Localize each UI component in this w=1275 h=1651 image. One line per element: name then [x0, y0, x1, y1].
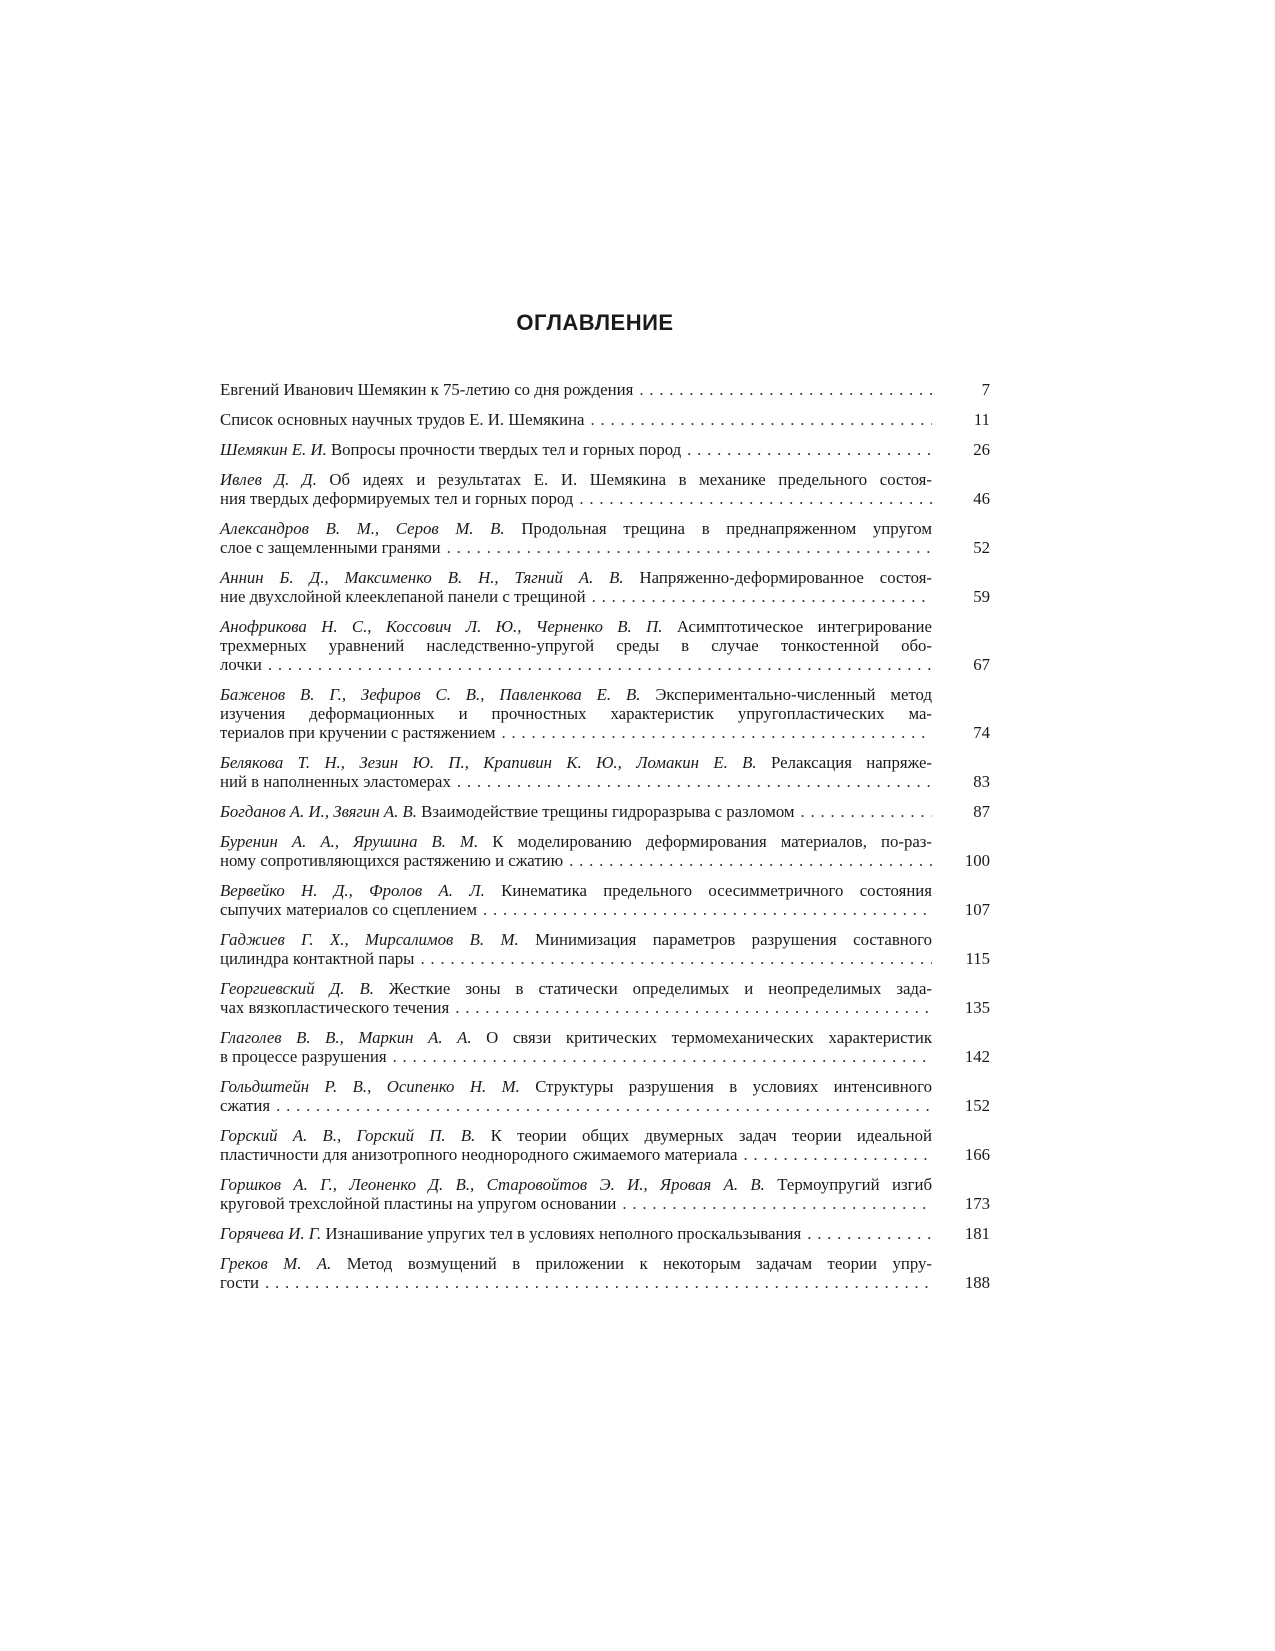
toc-entry-authors: Горячева И. Г. — [220, 1224, 322, 1243]
dot-leader — [455, 998, 932, 1017]
dot-leader — [483, 900, 932, 919]
toc-entry-page-number: 107 — [964, 900, 990, 919]
toc-entry-text — [220, 1224, 932, 1243]
dot-leader — [687, 440, 932, 459]
dot-leader — [579, 489, 932, 508]
toc-entry-text — [220, 1175, 932, 1213]
toc-entry-last-line — [220, 1273, 932, 1292]
toc-entry-title: Список основных научных трудов Е. И. Шемякина — [220, 410, 585, 429]
toc-entry-title: Об идеях и результатах Е. И. Шемякина в механике предельного состоя- — [316, 470, 932, 489]
toc-entry-last-line — [220, 851, 932, 870]
toc-entry[interactable] — [220, 1224, 990, 1243]
toc-entry-line — [220, 881, 932, 900]
toc-entry-page-number: 11 — [973, 410, 990, 429]
toc-entry-title: сжатия — [220, 1096, 271, 1115]
toc-entry-line — [220, 832, 932, 851]
toc-entry-line — [220, 1126, 932, 1145]
toc-entry-text — [220, 930, 932, 968]
toc-entry-page-number: 87 — [973, 802, 990, 821]
toc-entry-authors: Вервейко Н. Д., Фролов А. Л. — [220, 881, 485, 900]
toc-entry-line — [220, 470, 932, 489]
toc-entry-authors: Шемякин Е. И. — [220, 440, 327, 459]
toc-entry-page-number: 26 — [973, 440, 990, 459]
toc-entry-line — [220, 568, 932, 587]
toc-entry-title: Кинематика предельного осесимметричного состояния — [484, 881, 933, 900]
toc-entry-page-number: 166 — [964, 1145, 990, 1164]
toc-entry-title: слое с защемленными гранями — [220, 538, 441, 557]
toc-entry-title: Продольная трещина в преднапряженном упругом — [504, 519, 932, 538]
toc-entry-title: гости — [220, 1273, 260, 1292]
toc-entry-title: круговой трехслойной пластины на упругом основании — [220, 1194, 617, 1213]
toc-entry[interactable] — [220, 568, 990, 606]
toc-entry-last-line — [220, 723, 932, 742]
toc-entry-last-line — [220, 1047, 932, 1066]
toc-entry-title: К моделированию деформирования материалов, по-раз- — [478, 832, 932, 851]
toc-entry-last-line — [220, 1096, 932, 1115]
toc-entry-line — [220, 617, 932, 636]
toc-entry-page-number: 100 — [964, 851, 990, 870]
toc-entry-title: цилиндра контактной пары — [220, 949, 415, 968]
toc-entry-title: Релаксация напряже- — [756, 753, 933, 772]
toc-entry-line — [220, 753, 932, 772]
dot-leader — [591, 410, 933, 429]
toc-entry-line — [220, 979, 932, 998]
toc-entry-text — [220, 979, 932, 1017]
toc-entry-title: Изнашивание упругих тел в условиях неполного проскальзывания — [321, 1224, 802, 1243]
toc-entry-line — [220, 930, 932, 949]
toc-entry-title: трехмерных уравнений наследственно-упругой среды в случае тонкостенной обо- — [220, 636, 932, 655]
toc-entry-authors: Буренин А. А., Ярушина В. М. — [220, 832, 479, 851]
toc-entry-line — [220, 1077, 932, 1096]
toc-entry-page-number: 7 — [981, 380, 990, 399]
dot-leader — [569, 851, 932, 870]
toc-entry-text — [220, 1126, 932, 1164]
toc-entry-title: в процессе разрушения — [220, 1047, 387, 1066]
toc-entry-text — [220, 881, 932, 919]
toc-entry-last-line — [220, 538, 932, 557]
toc-entry-last-line — [220, 380, 932, 399]
toc-entry-authors: Александров В. М., Серов М. В. — [220, 519, 505, 538]
dot-leader — [276, 1096, 932, 1115]
toc-entry-title: сыпучих материалов со сцеплением — [220, 900, 477, 919]
toc-entry-title: Минимизация параметров разрушения составного — [518, 930, 932, 949]
dot-leader — [807, 1224, 932, 1243]
toc-entry-last-line — [220, 655, 932, 674]
toc-entry-authors: Аннин Б. Д., Максименко В. Н., Тягний А. В. — [220, 568, 624, 587]
toc-entry-authors: Георгиевский Д. В. — [220, 979, 374, 998]
toc-entry-title: Асимптотическое интегрирование — [662, 617, 932, 636]
toc-entry-line — [220, 1028, 932, 1047]
dot-leader — [457, 772, 932, 791]
toc-entry-last-line — [220, 998, 932, 1017]
toc-entry[interactable] — [220, 930, 990, 968]
toc-entry-title: чах вязкопластического течения — [220, 998, 450, 1017]
toc-entry-last-line — [220, 802, 932, 821]
toc-entry-last-line — [220, 772, 932, 791]
toc-entry-title: изучения деформационных и прочностных характеристик упругопластических ма- — [220, 704, 932, 723]
dot-leader — [265, 1273, 932, 1292]
toc-entry[interactable] — [220, 832, 990, 870]
toc-entry[interactable] — [220, 802, 990, 821]
toc-entry[interactable] — [220, 1028, 990, 1066]
toc-entry-title: Жесткие зоны в статически определимых и неопределимых зада- — [373, 979, 932, 998]
toc-entry-title: пластичности для анизотропного неоднородного сжимаемого материала — [220, 1145, 738, 1164]
toc-entry-page-number: 173 — [964, 1194, 990, 1213]
toc-entry[interactable] — [220, 440, 990, 459]
toc-entry-last-line — [220, 1224, 932, 1243]
toc-entry-title: Термоупругий изгиб — [764, 1175, 932, 1194]
toc-entry-last-line — [220, 949, 932, 968]
toc-entry-text — [220, 1028, 932, 1066]
page-title: ОГЛАВЛЕНИЕ — [516, 310, 674, 335]
toc-entry-title: ний в наполненных эластомерах — [220, 772, 451, 791]
toc-entry-last-line — [220, 587, 932, 606]
toc-entry-authors: Горшков А. Г., Леоненко Д. В., Старовойтов Э. И., Яровая А. В. — [220, 1175, 765, 1194]
toc-entry-page-number: 142 — [964, 1047, 990, 1066]
toc-entry-text — [220, 1254, 932, 1292]
toc-entry-line — [220, 1175, 932, 1194]
toc-entry-authors: Богданов А. И., Звягин А. В. — [220, 802, 417, 821]
dot-leader — [801, 802, 932, 821]
toc-entry-text — [220, 440, 932, 459]
toc-entry-page-number: 74 — [973, 723, 990, 742]
toc-entry-title: Вопросы прочности твердых тел и горных пород — [326, 440, 682, 459]
toc-entry[interactable] — [220, 1254, 990, 1292]
toc-entry-line — [220, 1254, 932, 1273]
toc-entry-authors: Гаджиев Г. Х., Мирсалимов В. М. — [220, 930, 519, 949]
toc-entry-page-number: 115 — [965, 949, 990, 968]
toc-list — [220, 380, 990, 1292]
toc-entry-text — [220, 380, 932, 399]
toc-entry-text — [220, 832, 932, 870]
toc-entry[interactable] — [220, 685, 990, 742]
toc-entry-text — [220, 617, 932, 674]
toc-entry[interactable] — [220, 519, 990, 557]
toc-entry[interactable] — [220, 1077, 990, 1115]
toc-entry-page-number: 135 — [964, 998, 990, 1017]
toc-entry[interactable] — [220, 410, 990, 429]
toc-entry-page-number: 188 — [964, 1273, 990, 1292]
toc-page — [220, 310, 990, 1303]
toc-entry-text — [220, 685, 932, 742]
toc-entry-text — [220, 1077, 932, 1115]
toc-entry-authors: Горский А. В., Горский П. В. — [220, 1126, 476, 1145]
toc-entry-authors: Греков М. А. — [220, 1254, 332, 1273]
toc-entry[interactable] — [220, 380, 990, 399]
toc-entry-title: Метод возмущений в приложении к некоторым задачам теории упру- — [331, 1254, 932, 1273]
toc-entry-text — [220, 519, 932, 557]
toc-entry-last-line — [220, 440, 932, 459]
toc-entry-line — [220, 636, 932, 655]
dot-leader — [622, 1194, 932, 1213]
toc-entry-text — [220, 802, 932, 821]
toc-entry-last-line — [220, 489, 932, 508]
toc-entry-last-line — [220, 1194, 932, 1213]
dot-leader — [393, 1047, 932, 1066]
toc-entry-title: О связи критических термомеханических характеристик — [471, 1028, 932, 1047]
toc-entry-title: Напряженно-деформированное состоя- — [623, 568, 932, 587]
toc-entry-page-number: 152 — [964, 1096, 990, 1115]
toc-entry-page-number: 181 — [964, 1224, 990, 1243]
toc-entry-authors: Анофрикова Н. С., Коссович Л. Ю., Черненко В. П. — [220, 617, 663, 636]
toc-entry-last-line — [220, 1145, 932, 1164]
toc-entry[interactable] — [220, 1126, 990, 1164]
toc-entry-authors: Гольдштейн Р. В., Осипенко Н. М. — [220, 1077, 520, 1096]
toc-entry-text — [220, 568, 932, 606]
toc-entry-title: ному сопротивляющихся растяжению и сжатию — [220, 851, 564, 870]
toc-entry[interactable] — [220, 979, 990, 1017]
toc-entry-title: Структуры разрушения в условиях интенсивного — [519, 1077, 932, 1096]
toc-entry-last-line — [220, 900, 932, 919]
dot-leader — [268, 655, 932, 674]
toc-entry[interactable] — [220, 470, 990, 508]
dot-leader — [639, 380, 932, 399]
toc-entry-authors: Ивлев Д. Д. — [220, 470, 317, 489]
toc-entry-text — [220, 470, 932, 508]
toc-entry[interactable] — [220, 881, 990, 919]
toc-entry-title: ния твердых деформируемых тел и горных пород — [220, 489, 574, 508]
toc-entry-title: Евгений Иванович Шемякин к 75-летию со дня рождения — [220, 380, 634, 399]
toc-entry-page-number: 59 — [973, 587, 990, 606]
toc-entry[interactable] — [220, 1175, 990, 1213]
toc-entry-title: Взаимодействие трещины гидроразрыва с разломом — [416, 802, 795, 821]
toc-entry[interactable] — [220, 753, 990, 791]
toc-entry-page-number: 46 — [973, 489, 990, 508]
dot-leader — [592, 587, 932, 606]
toc-entry[interactable] — [220, 617, 990, 674]
dot-leader — [447, 538, 932, 557]
dot-leader — [420, 949, 932, 968]
toc-entry-page-number: 67 — [973, 655, 990, 674]
toc-entry-page-number: 52 — [973, 538, 990, 557]
toc-entry-authors: Глаголев В. В., Маркин А. А. — [220, 1028, 472, 1047]
toc-entry-title: териалов при кручении с растяжением — [220, 723, 496, 742]
toc-entry-text — [220, 410, 932, 429]
toc-entry-authors: Белякова Т. Н., Зезин Ю. П., Крапивин К. Ю., Ломакин Е. В. — [220, 753, 757, 772]
toc-entry-page-number: 83 — [973, 772, 990, 791]
toc-entry-line — [220, 685, 932, 704]
toc-entry-title: К теории общих двумерных задач теории идеальной — [475, 1126, 932, 1145]
dot-leader — [502, 723, 932, 742]
toc-entry-title: лочки — [220, 655, 262, 674]
toc-entry-text — [220, 753, 932, 791]
toc-entry-title: ние двухслойной клееклепаной панели с трещиной — [220, 587, 586, 606]
toc-entry-line — [220, 519, 932, 538]
toc-entry-last-line — [220, 410, 932, 429]
dot-leader — [744, 1145, 933, 1164]
toc-entry-title: Экспериментально-численный метод — [640, 685, 932, 704]
toc-entry-authors: Баженов В. Г., Зефиров С. В., Павленкова Е. В. — [220, 685, 641, 704]
toc-entry-line — [220, 704, 932, 723]
